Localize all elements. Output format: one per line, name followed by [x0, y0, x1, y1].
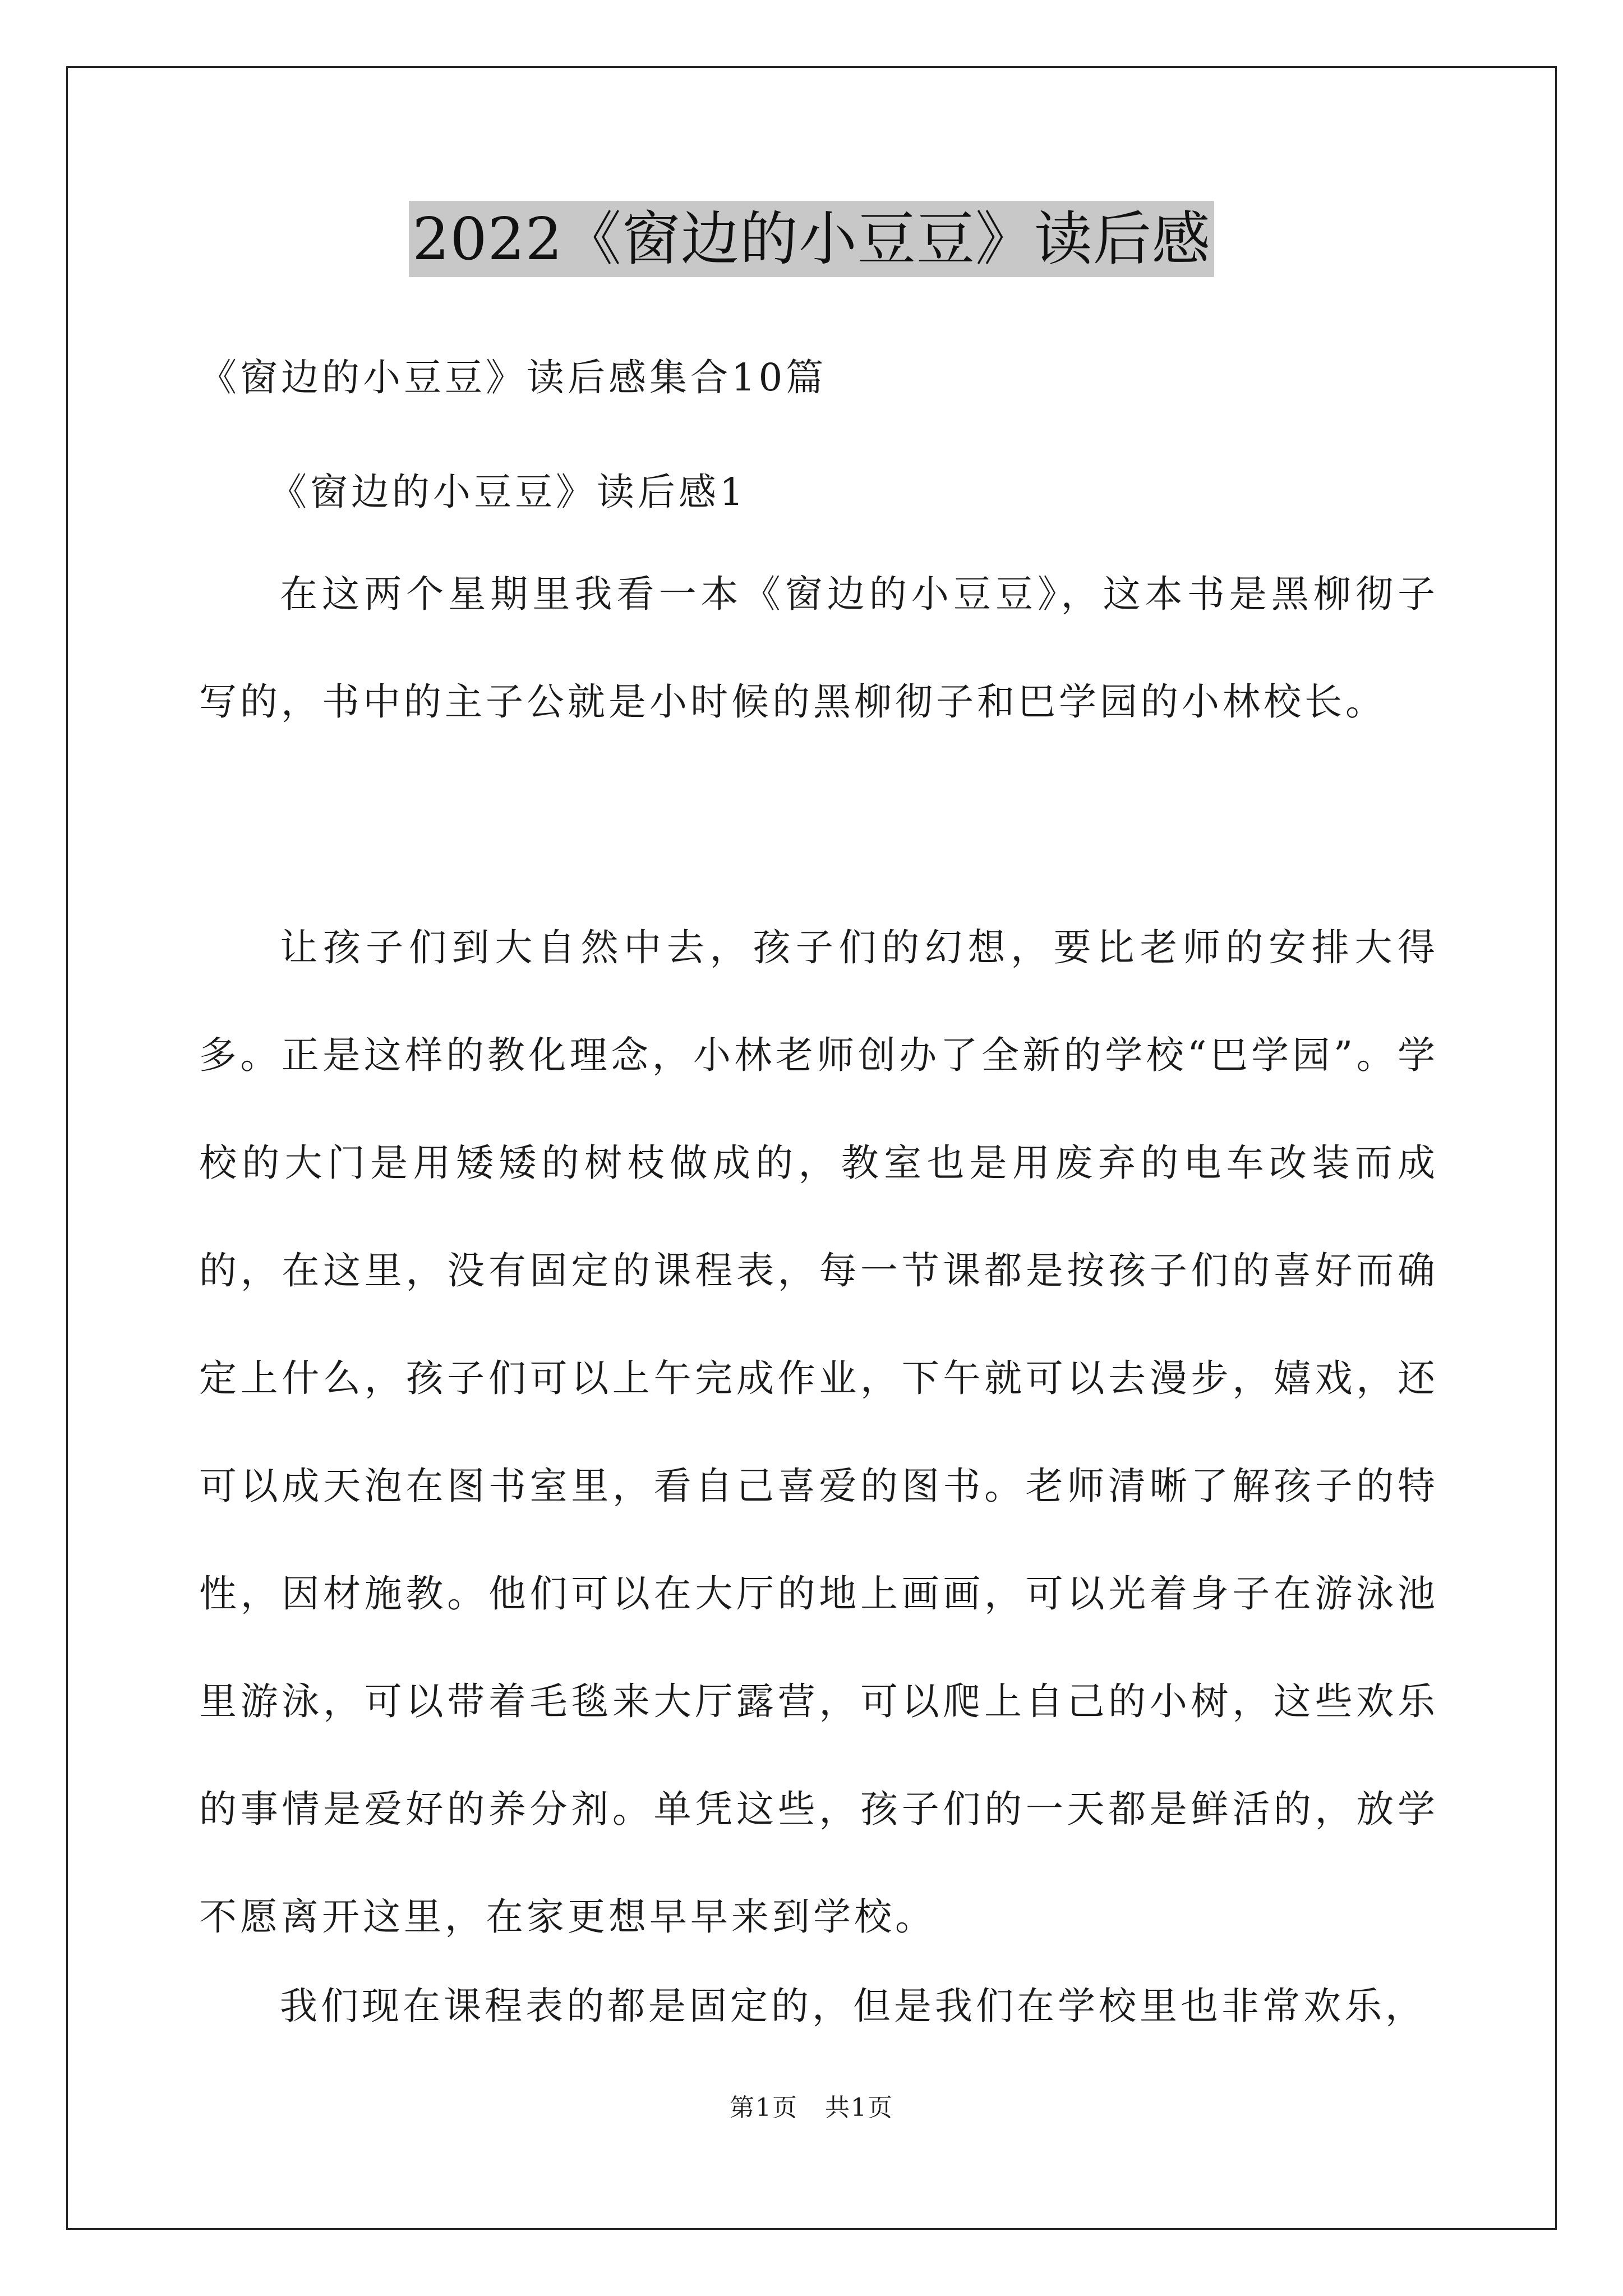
footer-spacer	[798, 2093, 825, 2122]
paragraph-3: 我们现在课程表的都是固定的，但是我们在学校里也非常欢乐，	[280, 1984, 1426, 2028]
paragraph-1: 在这两个星期里我看一本《窗边的小豆豆》，这本书是黑柳彻子写的，书中的主子公就是小时候的黑柳彻子和巴学园的小林校长。	[199, 572, 1438, 724]
page-footer	[0, 2091, 1623, 2125]
document-title: 2022《窗边的小豆豆》读后感	[409, 201, 1214, 277]
paragraph-2: 让孩子们到大自然中去，孩子们的幻想，要比老师的安排大得多。正是这样的教化理念，小林老师创办了全新的学校“巴学园”。学校的大门是用矮矮的树枝做成的，教室也是用废弃的电车改装而成的，在这里，没有固定的课程表，每一节课都是按孩子们的喜好而确定上什么，孩子们可以上午完成作业，下午就可以去漫步，嬉戏，还可以成天泡在图书室里，看自己喜爱的图书。老师清晰了解孩子的特性，因材施教。他们可以在大厅的地上画画，可以光着身子在游泳池里游泳，可以带着毛毯来大厅露营，可以爬上自己的小树，这些欢乐的事情是爱好的养分剂。单凭这些，孩子们的一天都是鲜活的，放学不愿离开这里，在家更想早早来到学校。	[199, 926, 1438, 1939]
document-subtitle: 《窗边的小豆豆》读后感集合10篇	[199, 356, 827, 399]
title-container	[0, 201, 1623, 277]
chapter-heading: 《窗边的小豆豆》读后感1	[269, 470, 747, 514]
total-pages: 共1页	[824, 2093, 893, 2122]
page-number: 第1页	[730, 2093, 799, 2122]
